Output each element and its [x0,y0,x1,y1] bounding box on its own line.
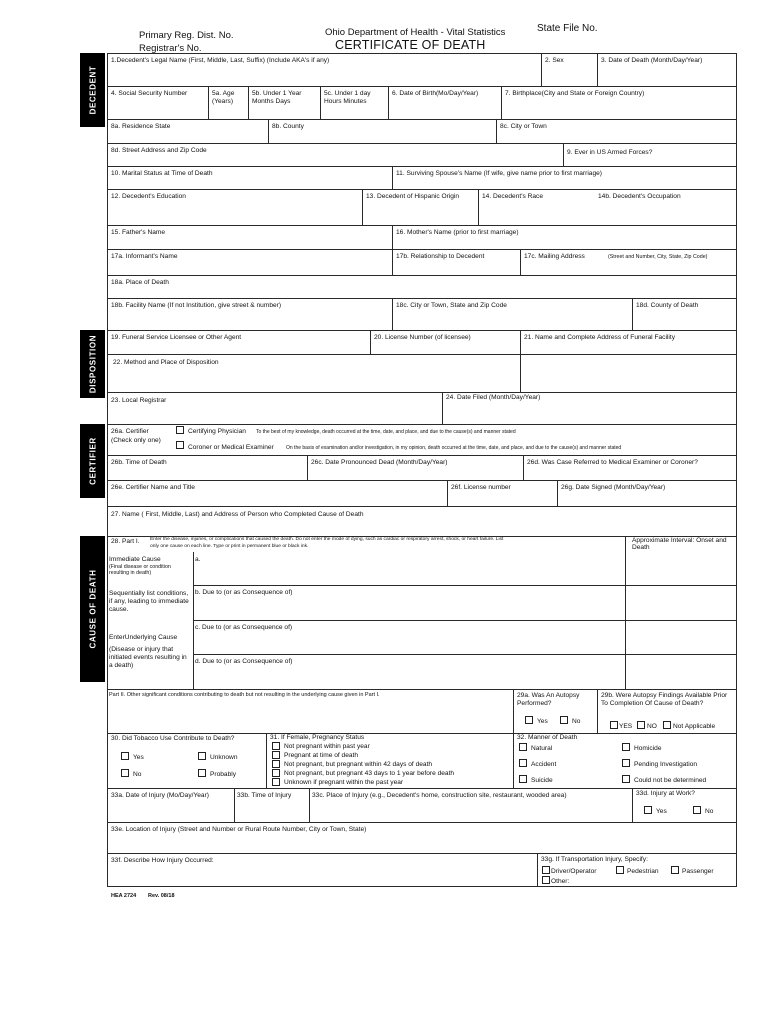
field-33f-describe-injury-label: 33f. Describe How Injury Occurred: [111,857,214,864]
manner-homicide-checkbox[interactable] [622,743,630,751]
field-27-completer-label: 27. Name ( First, Middle, Last) and Address of Person who Completed Cause of Death [111,511,364,518]
field-30-tobacco-label: 30. Did Tobacco Use Contribute to Death? [111,735,235,742]
manner-natural-checkbox[interactable] [519,743,527,751]
cause-line-c-label: c. Due to (or as Consequence of) [195,624,293,631]
field-28-instructions-1: Enter the disease, injuries, or complications that caused the death. Do not enter the mode of dying, such as cardiac or respiratory arrest, shock, or heart failure. List [150,537,504,542]
manner-pending-checkbox[interactable] [622,759,630,767]
field-26b-time-of-death-label: 26b. Time of Death [111,459,167,466]
autopsy-yes-label: Yes [537,718,548,725]
section-certifier-bar [80,424,105,498]
autopsy-no-label: No [572,718,581,725]
findings-not-applicable-checkbox[interactable] [663,721,671,729]
field-8c-city-label: 8c. City or Town [500,123,547,130]
transport-driver-label: Driver/Operator [551,868,597,875]
pregnancy-option-1-checkbox[interactable] [272,742,280,750]
underlying-cause-label: EnterUnderlying Cause [109,634,178,641]
pregnancy-option-2-label: Pregnant at time of death [284,752,359,759]
pregnancy-option-1-label: Not pregnant within past year [284,743,370,750]
manner-homicide-label: Homicide [634,745,662,752]
field-18b-facility-name-label: 18b. Facility Name (If not Institution, give street & number) [111,302,282,309]
pregnancy-option-4-label: Not pregnant, but pregnant 43 days to 1 year before death [284,770,455,777]
field-15-father-name-label: 15. Father's Name [111,229,166,236]
field-33d-injury-at-work-label: 33d. Injury at Work? [636,790,695,797]
field-14b-occupation-label: 14b. Decedent's Occupation [598,193,681,200]
cause-line-a-label: a. [195,556,201,563]
field-8a-residence-state-label: 8a. Residence State [111,123,171,130]
field-22-disposition-label: 22. Method and Place of Disposition [113,359,219,366]
coroner-checkbox[interactable] [176,441,184,449]
field-21-funeral-facility-label: 21. Name and Complete Address of Funeral Facility [524,334,675,341]
manner-undetermined-checkbox[interactable] [622,775,630,783]
manner-accident-label: Accident [531,761,557,768]
coroner-label: Coroner or Medical Examiner [188,444,274,451]
registrar-number-label: Registrar's No. [139,43,202,54]
field-14-race-label: 14. Decedent's Race [482,193,544,200]
pregnancy-option-3-label: Not pregnant, but pregnant within 42 days of death [284,761,433,768]
field-18c-city-state-zip-label: 18c. City or Town, State and Zip Code [396,302,507,309]
field-33e-location-of-injury-label: 33e. Location of Injury (Street and Number or Rural Route Number, City or Town, State) [111,826,367,833]
findings-no-checkbox[interactable] [637,721,645,729]
field-7-birthplace-label: 7. Birthplace(City and State or Foreign Country) [505,90,645,97]
tobacco-probably-label: Probably [210,771,237,778]
section-disposition-bar [80,330,105,398]
field-9-armed-forces-label: 9. Ever in US Armed Forces? [567,149,653,156]
injury-at-work-no-label: No [705,808,714,815]
field-33b-time-of-injury-label: 33b. Time of Injury [237,792,292,799]
immediate-cause-label: Immediate Cause [109,556,161,563]
pregnancy-option-5-label: Unknown if pregnant within the past year [284,779,404,786]
field-17b-relationship-label: 17b. Relationship to Decedent [396,253,485,260]
field-26g-date-signed-label: 26g. Date Signed (Month/Day/Year) [561,484,666,491]
injury-at-work-no-checkbox[interactable] [693,806,701,814]
section-decedent-label: DECEDENT [88,65,97,115]
field-2-sex-label: 2. Sex [545,57,564,64]
certifying-physician-checkbox[interactable] [176,426,184,434]
transport-other-label: Other: [551,878,570,885]
state-file-label: State File No. [537,23,598,34]
section-decedent-bar [80,53,105,127]
tobacco-yes-checkbox[interactable] [121,752,129,760]
field-17c-mailing-address-note: (Street and Number, City, State, Zip Code) [608,254,708,260]
cause-line-d-label: d. Due to (or as Consequence of) [195,658,293,665]
field-11-spouse-name-label: 11. Surviving Spouse's Name (If wife, give name prior to first marriage) [396,170,602,177]
field-32-manner-of-death-label: 32. Manner of Death [517,734,578,741]
transport-other-checkbox[interactable] [542,876,550,884]
field-1-legal-name-label: 1.Decedent's Legal Name (First, Middle, Last, Suffix) (Include AKA's if any) [111,57,330,64]
department-name: Ohio Department of Health - Vital Statistics [325,27,506,38]
certificate-title: CERTIFICATE OF DEATH [335,38,486,52]
certifying-physician-statement: To the best of my knowledge, death occurred at the time, date, and place, and due to the cause(s) and manner stated [256,429,516,435]
manner-suicide-label: Suicide [531,777,553,784]
field-18d-county-of-death-label: 18d. County of Death [636,302,699,309]
findings-not-applicable-label: Not Applicable [673,723,716,730]
field-26d-referred-label: 26d. Was Case Referred to Medical Examiner or Coroner? [527,459,698,466]
approximate-interval-label: Approximate Interval: Onset and Death [632,537,727,551]
field-16-mother-name-label: 16. Mother's Name (prior to first marriage) [396,229,519,236]
field-31-pregnancy-label: 31. If Female, Pregnancy Status [270,734,365,741]
form-number: HEA 2724 [111,893,137,899]
field-20-license-number-label: 20. License Number (of licensee) [374,334,471,341]
tobacco-unknown-label: Unknown [210,754,238,761]
tobacco-yes-label: Yes [133,754,144,761]
findings-no-label: NO [647,723,657,730]
cause-line-b-label: b. Due to (or as Consequence of) [195,589,293,596]
findings-yes-label: YES [619,723,633,730]
field-23-local-registrar-label: 23. Local Registrar [111,397,167,404]
field-26a-certifier-label: 26a. Certifier [111,428,149,435]
field-13-hispanic-origin-label: 13. Decedent of Hispanic Origin [366,193,460,200]
field-10-marital-status-label: 10. Marital Status at Time of Death [111,170,213,177]
sequential-conditions-label: Sequentially list conditions, if any, leading to immediate cause. [109,590,189,614]
findings-yes-checkbox[interactable] [610,721,618,729]
field-5a-age-label: 5a. Age (Years) [212,90,235,105]
field-8b-county-label: 8b. County [272,123,304,130]
field-5c-under-1-day-label: 5c. Under 1 day Hours Minutes [324,90,371,105]
field-17c-mailing-address-label: 17c. Mailing Address [524,253,585,260]
tobacco-probably-checkbox[interactable] [198,769,206,777]
transport-driver-checkbox[interactable] [542,866,550,874]
manner-pending-label: Pending Investigation [634,761,698,768]
field-33g-transportation-label: 33g. If Transportation Injury, Specify: [541,856,648,863]
field-26a-check-one-note: (Check only one) [111,437,161,444]
coroner-statement: On the basis of examination and/or investigation, in my opinion, death occurred at the time, date, and place, and due to the cause(s) and manner stated [286,445,622,451]
section-certifier-label: CERTIFIER [88,437,97,485]
manner-accident-checkbox[interactable] [519,759,527,767]
autopsy-no-checkbox[interactable] [560,716,568,724]
field-18a-place-of-death-label: 18a. Place of Death [111,279,169,286]
field-8d-street-label: 8d. Street Address and Zip Code [111,147,207,154]
field-5b-under-1-year-label: 5b. Under 1 Year Months Days [252,90,302,105]
tobacco-unknown-checkbox[interactable] [198,752,206,760]
autopsy-yes-checkbox[interactable] [525,716,533,724]
field-4-ssn-label: 4. Social Security Number [111,90,188,97]
transport-pedestrian-label: Pedestrian [627,868,659,875]
tobacco-no-checkbox[interactable] [121,769,129,777]
field-26e-certifier-name-label: 26e. Certifier Name and Title [111,484,195,491]
field-6-date-of-birth-label: 6. Date of Birth(Mo/Day/Year) [392,90,479,97]
field-28-part-1-label: 28. Part I. [111,538,140,545]
section-disposition-label: DISPOSITION [88,334,97,394]
injury-at-work-yes-checkbox[interactable] [644,806,652,814]
field-33c-place-of-injury-label: 33c. Place of Injury (e.g., Decedent's home, construction site, restaurant, wooded area) [312,792,567,799]
underlying-cause-note: (Disease or injury that initiated events resulting in a death) [109,646,187,670]
transport-passenger-checkbox[interactable] [671,866,679,874]
pregnancy-option-3-checkbox[interactable] [272,760,280,768]
certifying-physician-label: Certifying Physician [188,428,246,435]
pregnancy-option-5-checkbox[interactable] [272,778,280,786]
form-revision: Rev. 08/18 [148,893,175,899]
manner-natural-label: Natural [531,745,553,752]
field-28-instructions-2: only one cause on each line. Type or print in permanent blue or black ink. [150,544,309,549]
pregnancy-option-2-checkbox[interactable] [272,751,280,759]
immediate-cause-note: (Final disease or condition resulting in death) [109,564,171,577]
manner-undetermined-label: Could not be determined [634,777,707,784]
section-cause-of-death-bar [80,536,105,682]
primary-reg-dist-label: Primary Reg. Dist. No. [139,30,234,41]
field-26c-date-pronounced-label: 26c. Date Pronounced Dead (Month/Day/Year) [311,459,448,466]
section-cause-of-death-label: CAUSE OF DEATH [88,569,97,649]
pregnancy-option-4-checkbox[interactable] [272,769,280,777]
field-29a-autopsy-label: 29a. Was An Autopsy Performed? [517,692,580,707]
field-12-education-label: 12. Decedent's Education [111,193,186,200]
field-26f-license-number-label: 26f. License number [451,484,511,491]
field-24-date-filed-label: 24. Date Filed (Month/Day/Year) [446,394,541,401]
field-19-funeral-licensee-label: 19. Funeral Service Licensee or Other Agent [111,334,242,341]
field-3-date-of-death-label: 3. Date of Death (Month/Day/Year) [601,57,703,64]
part-2-label: Part II. Other significant conditions contributing to death but not resulting in the underlying cause given in Part I. [109,692,380,698]
field-29b-findings-label: 29b. Were Autopsy Findings Available Prior To Completion Of Cause of Death? [601,692,728,707]
manner-suicide-checkbox[interactable] [519,775,527,783]
field-33a-date-of-injury-label: 33a. Date of Injury (Mo/Day/Year) [111,792,209,799]
transport-pedestrian-checkbox[interactable] [616,866,624,874]
injury-at-work-yes-label: Yes [656,808,667,815]
field-17a-informant-name-label: 17a. Informant's Name [111,253,178,260]
transport-passenger-label: Passenger [682,868,714,875]
tobacco-no-label: No [133,771,142,778]
